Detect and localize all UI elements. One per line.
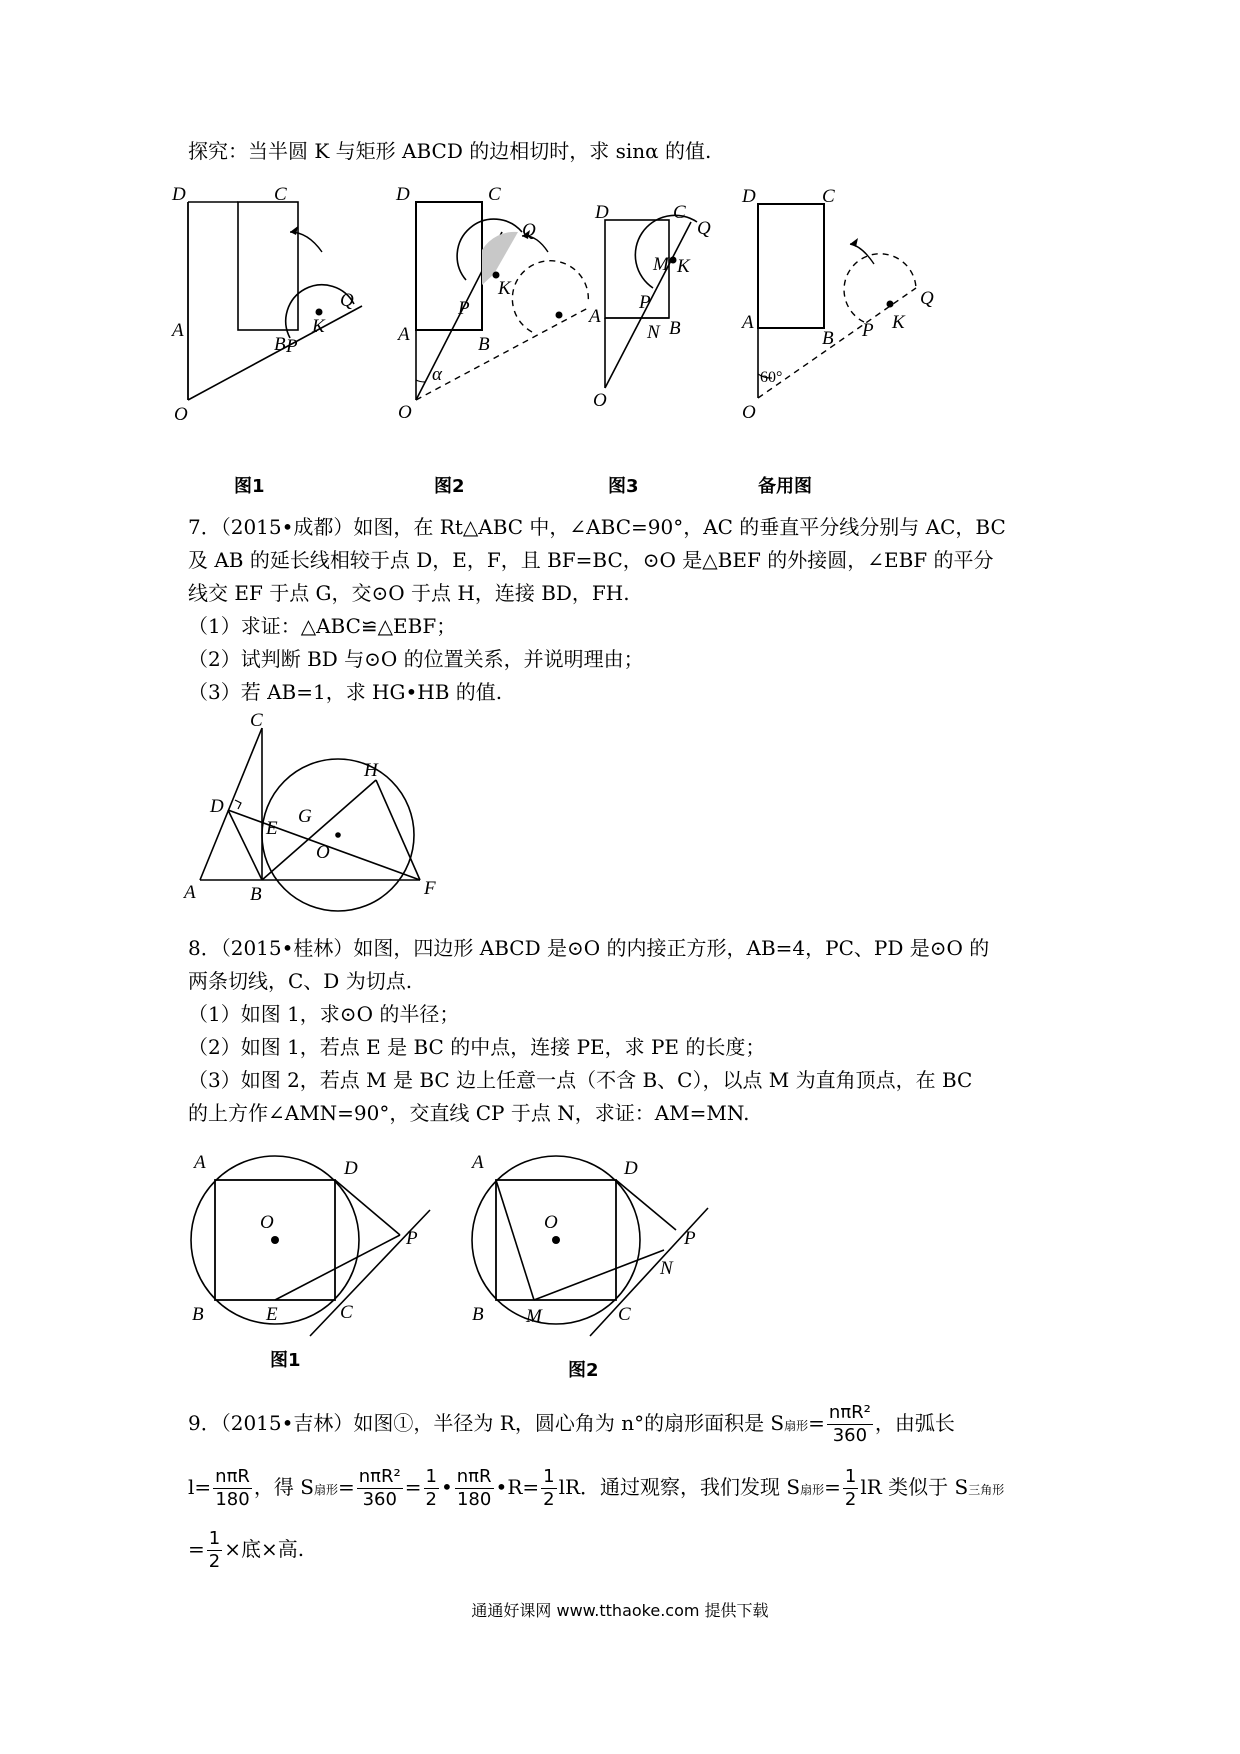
label-C: C — [822, 186, 835, 207]
frac-npir-180 — [455, 1466, 494, 1511]
label-C: C — [340, 1302, 353, 1323]
frac-npir2-360 — [827, 1402, 873, 1447]
label-B: B — [250, 884, 262, 905]
label-O: O — [742, 402, 756, 423]
label-O: O — [174, 404, 188, 425]
q8-line-3: （1）如图 1，求⊙O 的半径； — [188, 1002, 460, 1026]
figure-q7 — [180, 710, 440, 910]
caption-q8-fig2: 图2 — [568, 1360, 599, 1381]
frac-den: 2 — [208, 1551, 221, 1572]
label-O: O — [316, 842, 330, 863]
frac-half — [541, 1466, 556, 1511]
figure-q8-1 — [180, 1140, 440, 1340]
frac-half — [424, 1466, 439, 1511]
label-B: B — [669, 318, 681, 339]
label-Q: Q — [697, 218, 711, 239]
label-D: D — [396, 184, 410, 205]
label-G: G — [298, 806, 312, 827]
label-A: A — [184, 882, 196, 903]
q9-eq: = — [188, 1537, 205, 1561]
label-C: C — [274, 184, 287, 205]
caption-fig3: 图3 — [608, 476, 639, 497]
frac-num: 1 — [844, 1466, 857, 1487]
frac-num: nπR² — [828, 1402, 871, 1423]
frac-num: nπR — [456, 1466, 492, 1487]
label-B: B — [472, 1304, 484, 1325]
q9-sub-shan: 扇形 — [313, 1483, 338, 1497]
q7-line-5: （2）试判断 BD 与⊙O 的位置关系，并说明理由； — [188, 647, 644, 671]
frac-half — [843, 1466, 858, 1511]
frac-den: 2 — [543, 1489, 555, 1510]
frac-num: 1 — [208, 1528, 221, 1549]
q7-line-4: （1）求证：△ABC≌△EBF； — [188, 614, 457, 638]
label-D: D — [595, 202, 609, 223]
label-N: N — [660, 1258, 673, 1279]
frac-den: 180 — [456, 1489, 492, 1510]
label-D: D — [210, 796, 224, 817]
q9-text-similar: lR 类似于 S — [860, 1475, 969, 1499]
label-Q: Q — [920, 288, 934, 309]
label-A: A — [742, 312, 754, 333]
q9-eq: = — [808, 1411, 825, 1435]
q9-eq: = — [404, 1475, 422, 1499]
label-C: C — [618, 1304, 631, 1325]
label-Q: Q — [522, 220, 536, 241]
figure-spare — [742, 180, 942, 450]
label-A: A — [398, 324, 410, 345]
label-A: A — [194, 1152, 206, 1173]
q9-eq: = — [338, 1475, 355, 1499]
frac-num: 1 — [543, 1466, 555, 1487]
figure-1 — [170, 180, 410, 450]
frac-npir-180 — [213, 1466, 252, 1511]
frac-num: nπR — [215, 1466, 250, 1487]
frac-den: 2 — [425, 1489, 437, 1510]
label-D: D — [172, 184, 186, 205]
frac-half — [207, 1528, 222, 1573]
label-C: C — [488, 184, 501, 205]
label-A: A — [172, 320, 184, 341]
q9-text-r: •R= — [495, 1475, 540, 1499]
label-P: P — [458, 298, 470, 319]
label-N: N — [647, 322, 660, 343]
intro-text: 探究：当半圆 K 与矩形 ABCD 的边相切时，求 sinα 的值. — [188, 139, 712, 163]
label-M: M — [526, 1306, 542, 1327]
label-B: B — [822, 328, 834, 349]
q8-line-6: 的上方作∠AMN=90°，交直线 CP 于点 N，求证：AM=MN. — [188, 1101, 750, 1125]
label-K: K — [498, 278, 511, 299]
q9-text-base-height: ×底×高. — [224, 1537, 305, 1561]
label-D: D — [742, 186, 756, 207]
caption-spare: 备用图 — [758, 476, 812, 497]
label-P: P — [406, 1228, 418, 1249]
label-P: P — [639, 292, 651, 313]
frac-npir2-360 — [357, 1466, 403, 1511]
q9-sub-shan: 扇形 — [800, 1483, 825, 1497]
label-O: O — [398, 402, 412, 423]
label-P: P — [286, 336, 298, 357]
label-O: O — [544, 1212, 558, 1233]
figure-2 — [392, 180, 612, 450]
label-A: A — [589, 306, 601, 327]
label-O: O — [593, 390, 607, 411]
q9-sub-shan: 扇形 — [784, 1419, 809, 1433]
label-A: A — [472, 1152, 484, 1173]
q9-line-1 — [188, 1402, 955, 1447]
q9-text-l: l= — [188, 1475, 212, 1499]
caption-fig2: 图2 — [434, 476, 465, 497]
label-O: O — [260, 1212, 274, 1233]
q7-line-6: （3）若 AB=1，求 HG•HB 的值. — [188, 680, 503, 704]
figure-3 — [585, 180, 745, 450]
frac-den: 180 — [215, 1489, 250, 1510]
q8-line-2: 两条切线，C、D 为切点. — [188, 969, 413, 993]
caption-fig1: 图1 — [234, 476, 265, 497]
q7-line-3: 线交 EF 于点 G，交⊙O 于点 H，连接 BD，FH. — [188, 581, 630, 605]
figure-q8-2 — [450, 1140, 720, 1340]
caption-q8-fig1: 图1 — [270, 1350, 301, 1371]
frac-den: 2 — [844, 1489, 857, 1510]
label-D: D — [344, 1158, 358, 1179]
label-C: C — [673, 202, 686, 223]
q8-line-4: （2）如图 1，若点 E 是 BC 的中点，连接 PE，求 PE 的长度； — [188, 1035, 766, 1059]
q9-sub-sanjiao: 三角形 — [968, 1483, 1005, 1497]
q7-line-1: 7．（2015•成都）如图，在 Rt△ABC 中，∠ABC=90°，AC 的垂直平分线分别与 AC，BC — [188, 515, 1006, 539]
q9-text-de: ，得 S — [253, 1475, 314, 1499]
label-alpha: α — [432, 364, 442, 385]
frac-num: 1 — [425, 1466, 437, 1487]
q7-line-2: 及 AB 的延长线相较于点 D，E，F，且 BF=BC，⊙O 是△BEF 的外接圆，∠EBF 的平分 — [188, 548, 994, 572]
q9-line-3 — [188, 1528, 304, 1573]
label-B: B — [274, 334, 286, 355]
frac-den: 360 — [832, 1425, 868, 1446]
q9-text-observe: lR．通过观察，我们发现 S — [558, 1475, 801, 1499]
q9-dot: • — [440, 1475, 453, 1499]
label-E: E — [266, 818, 278, 839]
frac-den: 360 — [362, 1489, 397, 1510]
q9-line-2 — [188, 1466, 1004, 1511]
label-P: P — [862, 320, 874, 341]
q9-text-b: ，由弧长 — [874, 1411, 955, 1435]
label-B: B — [478, 334, 490, 355]
label-C: C — [250, 710, 263, 731]
page-footer: 通通好课网 www.tthaoke.com 提供下载 — [471, 1601, 769, 1620]
q8-line-5: （3）如图 2，若点 M 是 BC 边上任意一点（不含 B、C），以点 M 为直角顶点，在 BC — [188, 1068, 973, 1092]
label-D: D — [624, 1158, 638, 1179]
label-F: F — [424, 878, 436, 899]
label-E: E — [266, 1304, 278, 1325]
label-K: K — [677, 256, 690, 277]
q9-text-a: 9．（2015•吉林）如图①，半径为 R，圆心角为 n°的扇形面积是 S — [188, 1411, 785, 1435]
frac-num: nπR² — [358, 1466, 401, 1487]
q9-eq: = — [824, 1475, 841, 1499]
q8-line-1: 8．（2015•桂林）如图，四边形 ABCD 是⊙O 的内接正方形，AB=4，PC、PD 是⊙O 的 — [188, 936, 990, 960]
label-Q: Q — [340, 290, 354, 311]
label-60deg: 60° — [760, 369, 783, 386]
label-H: H — [364, 760, 378, 781]
label-M: M — [653, 254, 669, 275]
label-K: K — [892, 312, 905, 333]
label-P: P — [684, 1228, 696, 1249]
label-K: K — [312, 316, 325, 337]
label-B: B — [192, 1304, 204, 1325]
